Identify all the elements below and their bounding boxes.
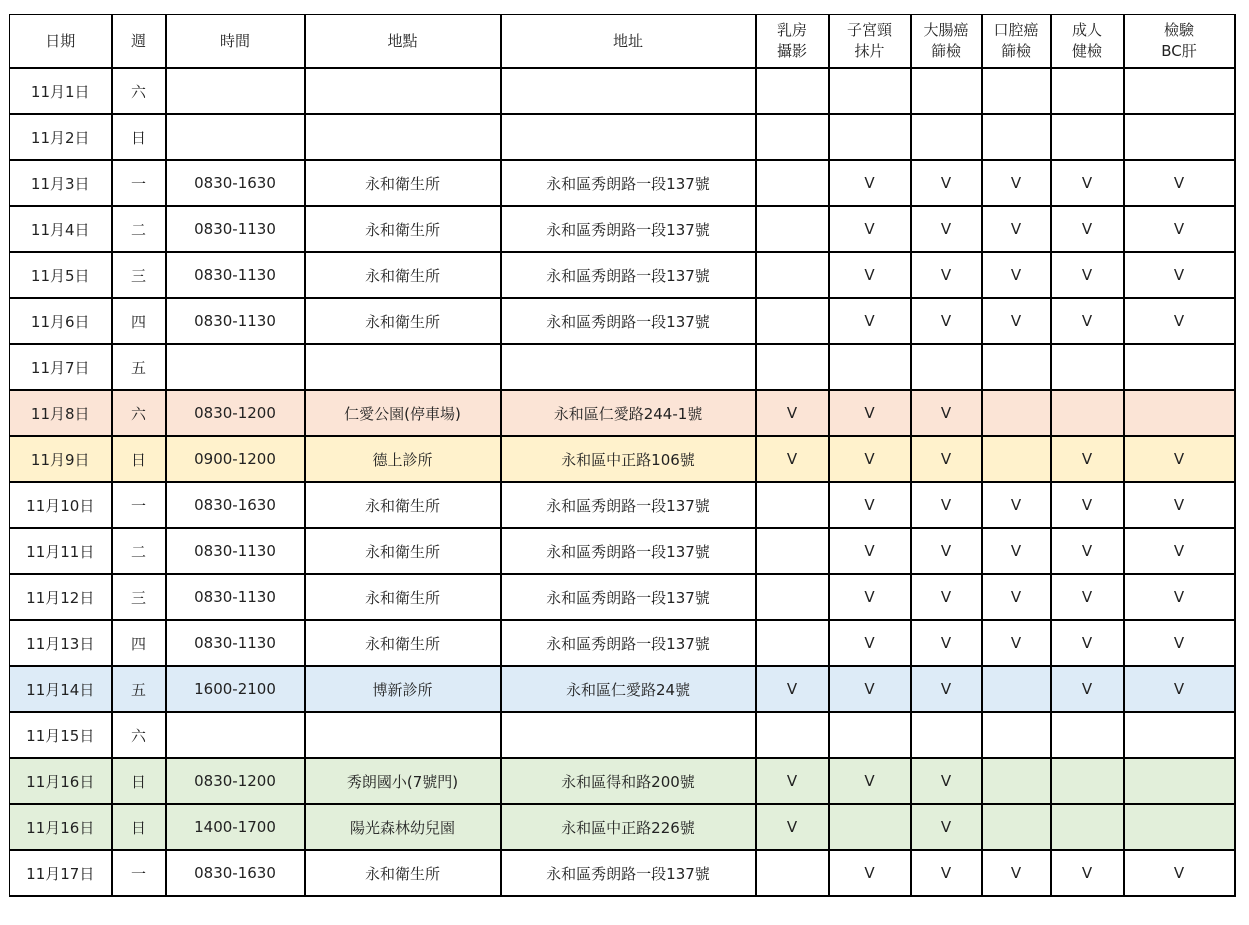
check-cell [756, 114, 829, 160]
check-cell [1051, 712, 1124, 758]
column-header [112, 15, 166, 69]
check-cell [982, 712, 1051, 758]
check-cell: V [982, 574, 1051, 620]
check-cell: V [911, 758, 982, 804]
place-cell [305, 114, 501, 160]
date-cell: 11月8日 [10, 390, 112, 436]
date-cell: 11月12日 [10, 574, 112, 620]
check-cell: V [829, 758, 911, 804]
check-cell [982, 436, 1051, 482]
time-cell: 1600-2100 [166, 666, 305, 712]
time-cell: 1400-1700 [166, 804, 305, 850]
column-header-line: 乳房 [776, 21, 807, 39]
column-header [305, 15, 501, 69]
check-cell: V [911, 850, 982, 896]
column-header-line: 成人 [1071, 21, 1102, 39]
check-cell [982, 666, 1051, 712]
address-cell: 永和區仁愛路244-1號 [501, 390, 756, 436]
column-header [1124, 15, 1235, 69]
check-cell: V [756, 436, 829, 482]
check-cell: V [829, 298, 911, 344]
table-body [10, 68, 1235, 896]
check-cell [1051, 68, 1124, 114]
weekday-cell: 日 [112, 758, 166, 804]
column-header [10, 15, 112, 69]
check-cell [756, 528, 829, 574]
check-cell: V [1124, 528, 1235, 574]
check-cell: V [982, 298, 1051, 344]
address-cell: 永和區秀朗路一段137號 [501, 850, 756, 896]
address-cell [501, 114, 756, 160]
date-cell: 11月9日 [10, 436, 112, 482]
check-cell: V [982, 850, 1051, 896]
time-cell: 0830-1130 [166, 528, 305, 574]
column-header-line: 時間 [219, 31, 250, 50]
time-cell: 0830-1130 [166, 206, 305, 252]
weekday-cell: 日 [112, 804, 166, 850]
check-cell [1124, 390, 1235, 436]
check-cell: V [829, 850, 911, 896]
check-cell: V [1124, 436, 1235, 482]
weekday-cell: 三 [112, 574, 166, 620]
date-cell: 11月14日 [10, 666, 112, 712]
check-cell: V [911, 482, 982, 528]
check-cell: V [1124, 482, 1235, 528]
check-cell: V [756, 804, 829, 850]
check-cell: V [1051, 620, 1124, 666]
date-cell: 11月2日 [10, 114, 112, 160]
time-cell: 0830-1130 [166, 252, 305, 298]
date-cell: 11月10日 [10, 482, 112, 528]
check-cell: V [829, 528, 911, 574]
check-cell [756, 620, 829, 666]
table-row [10, 804, 1235, 850]
address-cell: 永和區秀朗路一段137號 [501, 528, 756, 574]
place-cell: 永和衛生所 [305, 206, 501, 252]
place-cell [305, 712, 501, 758]
check-cell [982, 114, 1051, 160]
time-cell [166, 68, 305, 114]
place-cell: 永和衛生所 [305, 160, 501, 206]
check-cell: V [829, 574, 911, 620]
date-cell: 11月6日 [10, 298, 112, 344]
table-row [10, 850, 1235, 896]
place-cell: 秀朗國小(7號門) [305, 758, 501, 804]
weekday-cell: 一 [112, 482, 166, 528]
table-row [10, 160, 1235, 206]
check-cell [756, 850, 829, 896]
column-header-line: 日期 [45, 31, 76, 50]
date-cell: 11月3日 [10, 160, 112, 206]
check-cell [1051, 758, 1124, 804]
check-cell: V [829, 482, 911, 528]
column-header [1051, 15, 1124, 69]
check-cell: V [911, 804, 982, 850]
check-cell: V [829, 436, 911, 482]
check-cell: V [1124, 620, 1235, 666]
check-cell [982, 390, 1051, 436]
column-header-line: 篩檢 [1000, 42, 1031, 60]
time-cell: 0900-1200 [166, 436, 305, 482]
weekday-cell: 六 [112, 390, 166, 436]
address-cell: 永和區秀朗路一段137號 [501, 252, 756, 298]
check-cell: V [982, 252, 1051, 298]
column-header [166, 15, 305, 69]
check-cell [756, 206, 829, 252]
place-cell: 德上診所 [305, 436, 501, 482]
column-header [756, 15, 829, 69]
weekday-cell: 四 [112, 620, 166, 666]
column-header-line: 攝影 [776, 42, 807, 60]
check-cell: V [911, 206, 982, 252]
time-cell: 0830-1130 [166, 574, 305, 620]
check-cell: V [1051, 528, 1124, 574]
address-cell: 永和區秀朗路一段137號 [501, 206, 756, 252]
address-cell [501, 344, 756, 390]
address-cell: 永和區秀朗路一段137號 [501, 620, 756, 666]
weekday-cell: 二 [112, 528, 166, 574]
date-cell: 11月16日 [10, 758, 112, 804]
table-row [10, 574, 1235, 620]
address-cell: 永和區得和路200號 [501, 758, 756, 804]
column-header-line: 口腔癌 [993, 21, 1039, 39]
check-cell [756, 344, 829, 390]
check-cell [756, 298, 829, 344]
weekday-cell: 日 [112, 436, 166, 482]
check-cell: V [911, 298, 982, 344]
table-row [10, 620, 1235, 666]
check-cell [1051, 344, 1124, 390]
check-cell: V [1051, 436, 1124, 482]
check-cell: V [1051, 850, 1124, 896]
table-row [10, 252, 1235, 298]
check-cell [829, 68, 911, 114]
check-cell: V [982, 528, 1051, 574]
place-cell: 永和衛生所 [305, 482, 501, 528]
column-header-line: 檢驗 [1163, 21, 1194, 39]
check-cell [982, 804, 1051, 850]
check-cell: V [829, 390, 911, 436]
check-cell [1051, 804, 1124, 850]
check-cell: V [1051, 160, 1124, 206]
check-cell [1124, 114, 1235, 160]
check-cell: V [911, 252, 982, 298]
date-cell: 11月16日 [10, 804, 112, 850]
column-header [982, 15, 1051, 69]
check-cell: V [1124, 666, 1235, 712]
check-cell [1124, 758, 1235, 804]
check-cell: V [911, 574, 982, 620]
table-row [10, 436, 1235, 482]
place-cell [305, 344, 501, 390]
date-cell: 11月13日 [10, 620, 112, 666]
column-header [829, 15, 911, 69]
check-cell [829, 344, 911, 390]
table-row [10, 114, 1235, 160]
time-cell: 0830-1130 [166, 298, 305, 344]
table-row [10, 206, 1235, 252]
check-cell: V [911, 390, 982, 436]
check-cell: V [982, 482, 1051, 528]
check-cell: V [1124, 850, 1235, 896]
column-header-line: 地址 [612, 31, 643, 50]
column-header-line: 地點 [387, 31, 418, 50]
table-row [10, 666, 1235, 712]
check-cell: V [756, 390, 829, 436]
check-cell: V [1124, 206, 1235, 252]
column-header-line: 週 [130, 31, 146, 50]
address-cell: 永和區秀朗路一段137號 [501, 160, 756, 206]
check-cell: V [829, 666, 911, 712]
check-cell [1124, 804, 1235, 850]
table-header [10, 15, 1235, 69]
check-cell: V [756, 758, 829, 804]
date-cell: 11月7日 [10, 344, 112, 390]
check-cell [756, 160, 829, 206]
header-row [10, 15, 1235, 69]
check-cell: V [829, 620, 911, 666]
check-cell: V [911, 666, 982, 712]
check-cell: V [982, 206, 1051, 252]
table-row [10, 758, 1235, 804]
address-cell: 永和區秀朗路一段137號 [501, 298, 756, 344]
table-row [10, 528, 1235, 574]
check-cell [1124, 68, 1235, 114]
check-cell: V [829, 252, 911, 298]
check-cell [911, 712, 982, 758]
date-cell: 11月1日 [10, 68, 112, 114]
weekday-cell: 四 [112, 298, 166, 344]
date-cell: 11月11日 [10, 528, 112, 574]
weekday-cell: 二 [112, 206, 166, 252]
check-cell: V [1051, 298, 1124, 344]
column-header-line: 大腸癌 [923, 21, 969, 39]
table-row [10, 712, 1235, 758]
check-cell: V [1124, 160, 1235, 206]
check-cell: V [1124, 298, 1235, 344]
weekday-cell: 三 [112, 252, 166, 298]
check-cell: V [911, 620, 982, 666]
address-cell [501, 712, 756, 758]
time-cell: 0830-1630 [166, 160, 305, 206]
column-header [501, 15, 756, 69]
place-cell: 永和衛生所 [305, 528, 501, 574]
date-cell: 11月4日 [10, 206, 112, 252]
check-cell: V [829, 160, 911, 206]
screening-schedule-table [9, 14, 1236, 897]
check-cell: V [1124, 574, 1235, 620]
check-cell [911, 344, 982, 390]
place-cell: 永和衛生所 [305, 574, 501, 620]
address-cell [501, 68, 756, 114]
check-cell [911, 68, 982, 114]
time-cell: 0830-1200 [166, 390, 305, 436]
check-cell: V [756, 666, 829, 712]
column-header [911, 15, 982, 69]
table-row [10, 298, 1235, 344]
check-cell [982, 758, 1051, 804]
time-cell [166, 712, 305, 758]
check-cell [756, 68, 829, 114]
check-cell: V [1051, 252, 1124, 298]
column-header-line: 子宮頸 [846, 21, 892, 39]
check-cell [756, 574, 829, 620]
check-cell [829, 804, 911, 850]
time-cell: 0830-1630 [166, 482, 305, 528]
place-cell: 陽光森林幼兒園 [305, 804, 501, 850]
check-cell [1051, 114, 1124, 160]
table-row [10, 344, 1235, 390]
table-row [10, 68, 1235, 114]
column-header-line: 篩檢 [930, 42, 961, 60]
place-cell: 永和衛生所 [305, 252, 501, 298]
place-cell: 仁愛公園(停車場) [305, 390, 501, 436]
place-cell: 永和衛生所 [305, 298, 501, 344]
date-cell: 11月17日 [10, 850, 112, 896]
check-cell [1124, 344, 1235, 390]
check-cell: V [911, 528, 982, 574]
check-cell [829, 114, 911, 160]
weekday-cell: 一 [112, 160, 166, 206]
place-cell: 永和衛生所 [305, 850, 501, 896]
address-cell: 永和區中正路106號 [501, 436, 756, 482]
check-cell [982, 68, 1051, 114]
place-cell: 博新診所 [305, 666, 501, 712]
check-cell [1124, 712, 1235, 758]
weekday-cell: 六 [112, 712, 166, 758]
weekday-cell: 一 [112, 850, 166, 896]
column-header-line: 健檢 [1071, 42, 1102, 60]
column-header-line: 抹片 [854, 42, 885, 60]
time-cell [166, 114, 305, 160]
place-cell: 永和衛生所 [305, 620, 501, 666]
check-cell: V [1051, 482, 1124, 528]
check-cell [829, 712, 911, 758]
time-cell: 0830-1200 [166, 758, 305, 804]
check-cell [756, 712, 829, 758]
check-cell [756, 482, 829, 528]
column-header-line: BC肝 [1161, 42, 1197, 60]
check-cell: V [829, 206, 911, 252]
weekday-cell: 日 [112, 114, 166, 160]
check-cell: V [1051, 206, 1124, 252]
address-cell: 永和區秀朗路一段137號 [501, 574, 756, 620]
check-cell: V [911, 436, 982, 482]
table-row [10, 482, 1235, 528]
time-cell: 0830-1130 [166, 620, 305, 666]
check-cell: V [1124, 252, 1235, 298]
date-cell: 11月5日 [10, 252, 112, 298]
check-cell [756, 252, 829, 298]
address-cell: 永和區中正路226號 [501, 804, 756, 850]
table-row [10, 390, 1235, 436]
date-cell: 11月15日 [10, 712, 112, 758]
weekday-cell: 五 [112, 344, 166, 390]
check-cell [982, 344, 1051, 390]
check-cell: V [1051, 574, 1124, 620]
check-cell: V [982, 620, 1051, 666]
address-cell: 永和區仁愛路24號 [501, 666, 756, 712]
address-cell: 永和區秀朗路一段137號 [501, 482, 756, 528]
place-cell [305, 68, 501, 114]
check-cell: V [1051, 666, 1124, 712]
time-cell [166, 344, 305, 390]
check-cell [911, 114, 982, 160]
check-cell: V [911, 160, 982, 206]
check-cell [1051, 390, 1124, 436]
weekday-cell: 五 [112, 666, 166, 712]
time-cell: 0830-1630 [166, 850, 305, 896]
check-cell: V [982, 160, 1051, 206]
weekday-cell: 六 [112, 68, 166, 114]
